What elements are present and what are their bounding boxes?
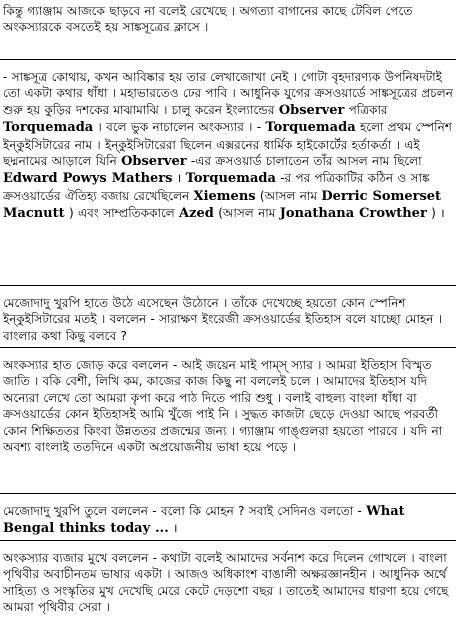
english-term: Observer bbox=[121, 154, 187, 170]
english-term: Torquemada bbox=[265, 120, 356, 136]
text-run: পত্রিকার bbox=[344, 102, 388, 117]
paragraph-divider bbox=[0, 347, 456, 348]
english-term: Edward Powys Mathers bbox=[3, 171, 173, 187]
english-term: Azed bbox=[179, 206, 214, 222]
text-run: মেজোদাদু খুরপি তুলে বললেন - বলো কি মোহন ? সবাই সেদিনও বলতো - bbox=[3, 504, 367, 518]
text-run: । bbox=[168, 521, 178, 536]
text-run: । বলে ভুক নাচালেন অংকস্যার । - bbox=[93, 120, 266, 135]
text-run: । bbox=[172, 171, 186, 186]
english-term: Derric Somerset Macnutt bbox=[3, 188, 442, 222]
paragraph-6: অংকস্যার ব্যজার মুখে বললেন - কথাটা বলেই আমাদের সর্বনাশ করে দিলেন গোখলে । বাংলা পৃথিবীর অবাচীনতম ভাষার একটা । আজও অধিকাংশ বাঙালী অক্ষরজ্ঞানহীন । আধুনিক অর্থে সাহিত্য ও সংস্কৃতির মুখ দেখেছি মেরে কেটে দেড়শো বছর । তাতেই আমাদের ধারণা হয়ে গেছে আমরা পৃথিবীর সেরা । bbox=[3, 551, 449, 615]
paragraph-5 bbox=[3, 503, 453, 538]
text-run: -র পর পত্রিকাটির কঠিন ও সাঙ্ক ক্রসওয়ার্ডের ঐতিহ্য বজায় রেখেছিলেন bbox=[3, 171, 430, 203]
paragraph-divider bbox=[0, 493, 456, 494]
english-term: Observer bbox=[278, 102, 345, 118]
english-term: Torquemada bbox=[3, 120, 94, 136]
english-term: Jonathana Crowther bbox=[279, 206, 427, 222]
text-run: হলো প্রথম স্পেনিশ ইন্কুইসিটারের নাম । ইন্কুইসিটারেরা ছিলেন এক্সরনের ধার্মিক হাইকোর্টের হর্তাকর্তা । এই ছদ্মনামের আড়ালে যিনি bbox=[3, 120, 452, 169]
paragraph-divider bbox=[0, 59, 456, 60]
paragraph-3: মেজোদাদু খুরপি হাতে উঠে এসেছেন উঠোনে । তাঁকে দেখেচ্ছে হয়তো কোন স্পেনিশ ইন্কুইসিটারের মতই । বললেন - সারাক্ষণ ইংরেজী ক্রসওয়ার্ডের ইতিহাস বলে যাচ্ছো মোহন । বাংলার কথা কিছু বলবে ? bbox=[3, 296, 443, 343]
english-term: Torquemada bbox=[185, 171, 276, 187]
text-run: (আসল নাম bbox=[213, 206, 280, 221]
text-run: ) । bbox=[426, 206, 445, 221]
text-run: -এর ক্রসওয়ার্ড চালাতেন তাঁর আসল নাম ছিলো bbox=[186, 154, 422, 169]
paragraph-divider bbox=[0, 540, 456, 541]
paragraph-1: কিন্তু গ্যাঞ্জাম আজকে ছাড়বে না বলেই রেখেছে । অগত্যা বাগানের কাছে টেবিল পেতে অংকস্যারকে বসতেই হয় সাঙ্কসূত্রের ক্লাসে । bbox=[3, 4, 413, 35]
text-run: - সাঙ্কসূত্র কোথায়, কখন আবিষ্কার হয় তার লেখাজোখা নেই । গোটা বৃহদারণ্যক উপনিষদটাই তো একটা কথার ধাঁধা । মহাভারতেও ঢের পাবি । আধুনিক যুগের ক্রসওয়ার্ডে সাঙ্কসূত্রের প্রচলন শুরু হয় কুড়ির দশকের মাঝামাঝি । চালু করেন ইংল্যান্ডের bbox=[3, 70, 453, 117]
text-run: (আসল নাম bbox=[255, 188, 322, 203]
english-term: Xiemens bbox=[193, 188, 256, 204]
paragraph-divider bbox=[0, 285, 456, 286]
paragraph-2 bbox=[3, 69, 453, 223]
text-run: ) এবং সাম্প্রতিককালে bbox=[64, 206, 180, 221]
paragraph-4: অংকস্যার হাত জোড় করে বললেন - আই জয়েন মাই পাম্স্ স্যার । আমরা ইতিহাস বিস্মৃত জাতি । বকি বেশী, লিখি কম, কাজের কাজ কিছু না বললেই চলে । আমাদের ইতিহাস যদি অন্যেরা লেখে তো আমরা কৃপা করে পাঠ দিতে পারি শুধু । বলাই বাহুল্য বাংলা ধাঁধা বা ক্রসওয়ার্ডের কোন ইতিহাসই আমি খুঁজে পাই নি । সুদ্ধত কাজটা ছেড়ে দেওয়া আছে পরবর্তী কোন শিক্ষিততর কিংবা উন্নততর প্রজন্মের জন্য । গ্যাঞ্জাম গাঙ্গুলরা হয়তো পারবে । যদি না অবশ্য বাংলাই ততদিনে একটা অপ্রয়োজনীয় ভাষা হয়ে পড়ে । bbox=[3, 358, 443, 455]
english-quote: What Bengal thinks today ... bbox=[3, 504, 405, 537]
